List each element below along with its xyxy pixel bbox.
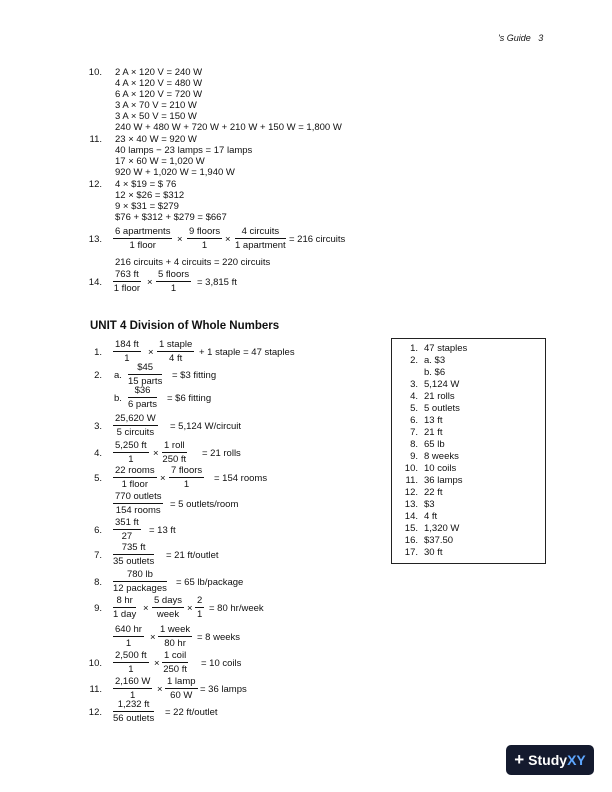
numerator: 9 floors: [189, 226, 221, 237]
result: = 36 lamps: [200, 684, 247, 695]
numerator: 2,160 W: [115, 676, 151, 687]
denominator: 1 floor: [129, 240, 156, 251]
answer-item: [392, 463, 456, 474]
item-number: 8.: [94, 577, 102, 588]
calc-line: 12 × $26 = $312: [115, 190, 185, 201]
answer-value: b. $6: [424, 367, 446, 378]
times-sign: ×: [148, 347, 154, 358]
answer-value: 5 outlets: [424, 403, 460, 414]
answer-value: 21 rolls: [424, 391, 455, 402]
answer-value: 65 lb: [424, 439, 445, 450]
answer-item: [392, 535, 453, 546]
answer-value: 4 ft: [424, 511, 438, 522]
result: + 1 staple = 47 staples: [199, 347, 295, 358]
fraction: [113, 699, 154, 724]
page-number: 3: [538, 33, 544, 43]
calc-line: 40 lamps − 23 lamps = 17 lamps: [115, 145, 253, 156]
denominator: 1: [128, 664, 134, 675]
answer-item: [392, 547, 443, 558]
answer-number: 16.: [404, 535, 418, 546]
item-number: 12.: [88, 179, 102, 190]
answer-item: [392, 451, 459, 462]
numerator: 735 ft: [113, 542, 154, 555]
denominator: 1: [183, 479, 190, 490]
answer-item: [392, 499, 435, 510]
item-number: 2.: [94, 370, 102, 381]
answer-item: [392, 355, 445, 366]
answer-number: 5.: [410, 403, 418, 414]
denominator: 1 floor: [121, 479, 148, 490]
times-sign: ×: [225, 234, 231, 245]
calc-line: 240 W + 480 W + 720 W + 210 W + 150 W = 1,800 W: [115, 122, 342, 133]
numerator: 1,232 ft: [113, 699, 154, 712]
answer-number: 8.: [410, 439, 418, 450]
fraction: [113, 413, 158, 438]
item-number: 11.: [89, 684, 102, 695]
result: = 5 outlets/room: [170, 499, 239, 510]
answer-item: [392, 379, 459, 390]
answer-value: a. $3: [424, 355, 446, 366]
times-sign: ×: [187, 603, 193, 614]
fraction: [113, 491, 163, 516]
denominator: 56 outlets: [113, 713, 155, 724]
times-sign: ×: [153, 448, 159, 459]
studyxy-logo[interactable]: [506, 745, 594, 775]
item-number: 5.: [94, 473, 102, 484]
calc-line: 23 × 40 W = 920 W: [115, 134, 197, 145]
denominator: week: [156, 609, 180, 620]
answer-number: 14.: [404, 511, 418, 522]
numerator: 1 staple: [159, 339, 193, 350]
numerator: 8 hr: [113, 595, 136, 608]
result: = 3,815 ft: [197, 277, 237, 288]
denominator: 35 outlets: [113, 556, 155, 567]
result: = 21 ft/outlet: [166, 550, 219, 561]
item-number: 11.: [89, 134, 102, 145]
denominator: 5 circuits: [116, 427, 155, 438]
denominator: 250 ft: [162, 454, 187, 465]
answer-item: [392, 475, 463, 486]
answer-number: 7.: [410, 427, 418, 438]
calc-line: 3 A × 50 V = 150 W: [115, 111, 197, 122]
answer-number: 3.: [410, 379, 418, 390]
numerator: 1 roll: [164, 440, 185, 451]
calc-line: 6 A × 120 V = 720 W: [115, 89, 203, 100]
answer-number: 17.: [404, 547, 418, 558]
item-number: 4.: [94, 448, 102, 459]
times-sign: ×: [143, 603, 149, 614]
calc-line: $76 + $312 + $279 = $667: [115, 212, 227, 223]
fraction: [195, 595, 204, 620]
answer-item: [392, 487, 443, 498]
calc-line: 4 A × 120 V = 480 W: [115, 78, 203, 89]
fraction: [157, 339, 194, 364]
denominator: 1: [201, 240, 208, 251]
result: = 216 circuits: [289, 234, 346, 245]
denominator: 1: [170, 283, 177, 294]
answer-number: 13.: [404, 499, 418, 510]
numerator: 2: [197, 595, 203, 606]
page-header: [498, 33, 543, 43]
fraction: [235, 226, 286, 251]
item-number: 13.: [88, 234, 102, 245]
numerator: 7 floors: [171, 465, 203, 476]
answer-item: [392, 415, 443, 426]
answer-value: 36 lamps: [424, 475, 463, 486]
answer-item: [392, 343, 467, 354]
answer-value: 13 ft: [424, 415, 443, 426]
plus-icon: +: [514, 750, 525, 769]
numerator: 763 ft: [115, 269, 139, 280]
answer-number: 6.: [410, 415, 418, 426]
fraction: [113, 269, 141, 294]
calc-line: 17 × 60 W = 1,020 W: [115, 156, 205, 167]
numerator: $36: [128, 385, 157, 398]
calc-line: 2 A × 120 V = 240 W: [115, 67, 203, 78]
answer-value: 10 coils: [424, 463, 457, 474]
fraction: [128, 362, 162, 387]
fraction: [113, 542, 154, 567]
answer-item: [392, 427, 443, 438]
denominator: 250 ft: [163, 664, 187, 675]
answer-value: 21 ft: [424, 427, 443, 438]
calc-line: 3 A × 70 V = 210 W: [115, 100, 197, 111]
calc-line: 920 W + 1,020 W = 1,940 W: [115, 167, 235, 178]
fraction: [113, 650, 149, 675]
fraction: [113, 517, 141, 542]
fraction: [162, 650, 188, 675]
times-sign: ×: [160, 473, 166, 484]
fraction: [113, 226, 172, 251]
denominator: 27: [121, 531, 133, 542]
numerator: 4 circuits: [235, 226, 286, 239]
numerator: 5 floors: [158, 269, 190, 280]
logo-brand-accent: XY: [567, 752, 586, 768]
answer-item: [392, 511, 437, 522]
denominator: 1: [130, 690, 136, 701]
denominator: 1: [124, 353, 130, 364]
answer-value: 47 staples: [424, 343, 468, 354]
result: = 10 coils: [201, 658, 242, 669]
answer-item: [392, 439, 445, 450]
fraction: [165, 676, 198, 701]
answer-value: 8 weeks: [424, 451, 459, 462]
fraction: [113, 569, 167, 594]
answer-number: 1.: [410, 343, 418, 354]
denominator: 12 packages: [113, 583, 167, 594]
fraction: [162, 440, 187, 465]
fraction: [113, 339, 141, 364]
result: = 154 rooms: [214, 473, 268, 484]
numerator: $45: [128, 362, 162, 375]
denominator: 1: [125, 638, 132, 649]
sub-label: a.: [114, 370, 122, 381]
numerator: 5,250 ft: [115, 440, 147, 451]
answer-value: $37.50: [424, 535, 454, 546]
fraction: [152, 595, 184, 620]
calc-line: 4 × $19 = $ 76: [115, 179, 177, 190]
item-number: 9.: [94, 603, 102, 614]
calc-line: 216 circuits + 4 circuits = 220 circuits: [115, 257, 271, 268]
denominator: 6 parts: [128, 399, 158, 410]
answer-value: 22 ft: [424, 487, 443, 498]
answer-number: 10.: [404, 463, 418, 474]
numerator: 2,500 ft: [115, 650, 147, 661]
answer-item: [392, 523, 459, 534]
numerator: 1 lamp: [167, 676, 196, 687]
answer-value: 5,124 W: [424, 379, 460, 390]
numerator: 1 week: [160, 624, 191, 635]
numerator: 184 ft: [115, 339, 139, 350]
fraction: [113, 465, 157, 490]
unit-title: UNIT 4 Division of Whole Numbers: [90, 320, 280, 332]
times-sign: ×: [154, 658, 160, 669]
answer-number: 15.: [404, 523, 418, 534]
header-title: 's Guide: [498, 33, 531, 43]
numerator: 6 apartments: [115, 226, 171, 237]
fraction: [169, 465, 204, 490]
answer-value: $3: [424, 499, 435, 510]
item-number: 6.: [94, 525, 102, 536]
answer-number: 12.: [404, 487, 418, 498]
answer-item: [392, 403, 460, 414]
result: = $6 fitting: [167, 393, 212, 404]
fraction: [113, 676, 152, 701]
result: = 22 ft/outlet: [165, 707, 218, 718]
numerator: 770 outlets: [115, 491, 162, 502]
answer-item: [392, 391, 455, 402]
answer-number: 4.: [410, 391, 418, 402]
result: = 8 weeks: [197, 632, 241, 643]
item-number: 12.: [88, 707, 102, 718]
denominator: 1 apartment: [235, 240, 286, 251]
denominator: 154 rooms: [115, 505, 161, 516]
result: = 80 hr/week: [209, 603, 264, 614]
times-sign: ×: [177, 234, 183, 245]
denominator: 4 ft: [169, 353, 183, 364]
logo-brand: Study: [528, 752, 568, 768]
numerator: 25,620 W: [115, 413, 156, 424]
result: = $3 fitting: [172, 370, 217, 381]
denominator: 1 floor: [113, 283, 141, 294]
sub-label: b.: [114, 393, 122, 404]
times-sign: ×: [157, 684, 163, 695]
item-number: 10.: [88, 67, 102, 78]
answer-value: 1,320 W: [424, 523, 460, 534]
answer-number: 11.: [405, 475, 418, 486]
numerator: 5 days: [154, 595, 182, 606]
item-number: 1.: [94, 347, 102, 358]
item-number: 7.: [94, 550, 102, 561]
result: = 21 rolls: [202, 448, 241, 459]
fraction: [158, 624, 192, 649]
times-sign: ×: [150, 632, 156, 643]
denominator: 1: [197, 609, 203, 620]
denominator: 1: [128, 454, 134, 465]
times-sign: ×: [147, 277, 153, 288]
answer-value: 30 ft: [424, 547, 443, 558]
answer-key-box: [391, 338, 546, 564]
denominator: 80 hr: [164, 638, 186, 649]
numerator: 351 ft: [115, 517, 139, 528]
item-number: 3.: [94, 421, 102, 432]
numerator: 1 coil: [164, 650, 187, 661]
denominator: 60 W: [170, 690, 193, 701]
numerator: 780 lb: [113, 569, 167, 582]
item-number: 14.: [88, 277, 102, 288]
item-number: 10.: [88, 658, 102, 669]
answer-item: [392, 367, 445, 378]
fraction: [113, 624, 144, 649]
fraction: [113, 440, 149, 465]
result: = 13 ft: [149, 525, 176, 536]
fraction: [113, 595, 136, 620]
fraction: [156, 269, 191, 294]
answer-number: 2.: [410, 355, 418, 366]
fraction: [187, 226, 222, 251]
result: = 65 lb/package: [176, 577, 244, 588]
numerator: 640 hr: [115, 624, 142, 635]
answer-number: 9.: [410, 451, 418, 462]
fraction: [128, 385, 157, 410]
calc-line: 9 × $31 = $279: [115, 201, 179, 212]
denominator: 15 parts: [128, 376, 163, 387]
result: = 5,124 W/circuit: [170, 421, 242, 432]
denominator: 1 day: [113, 609, 137, 620]
numerator: 22 rooms: [115, 465, 155, 476]
